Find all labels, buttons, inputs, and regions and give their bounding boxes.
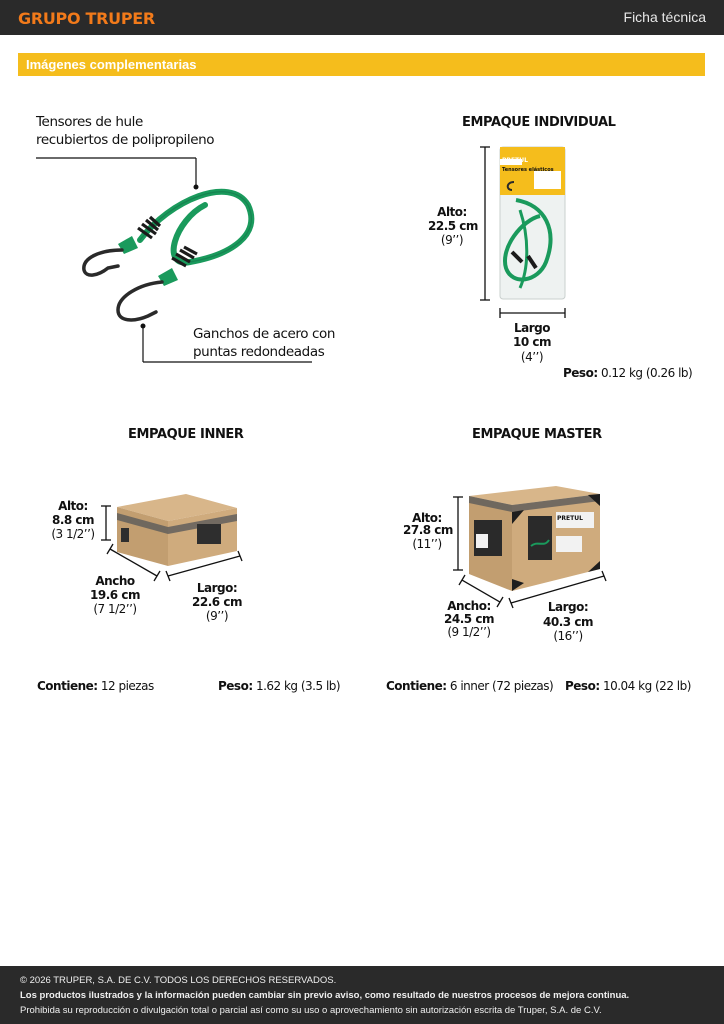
footer-prohibition: Prohibida su reproducción o divulgación total o parcial así como su uso o aprovechamiento sin autorización escrita de Truper, S.A. de C.V. xyxy=(20,1005,602,1016)
inner-contains-label: Contiene: xyxy=(37,679,98,693)
inner-length-value: 22.6 cm xyxy=(192,595,242,609)
master-contains-value: 6 inner (72 piezas) xyxy=(449,679,554,693)
individual-pack-brand: PRETUL xyxy=(502,157,528,164)
master-weight-label: Peso: xyxy=(565,679,600,693)
master-height-imperial: (11’’) xyxy=(412,537,442,551)
master-weight-value: 10.04 kg (22 lb) xyxy=(602,679,691,693)
master-contains xyxy=(386,679,553,693)
legal-footer xyxy=(0,966,724,1024)
inner-height-value: 8.8 cm xyxy=(51,513,95,527)
sheet-type-label: Ficha técnica xyxy=(623,9,706,25)
individual-pack-text: Tensores elásticos xyxy=(502,167,554,173)
inner-pack-title: EMPAQUE INNER xyxy=(128,427,244,442)
master-weight xyxy=(565,679,691,693)
master-length-value: 40.3 cm xyxy=(543,615,593,629)
individual-pack-title: EMPAQUE INDIVIDUAL xyxy=(462,115,616,130)
individual-length-imperial: (4’’) xyxy=(520,350,544,364)
individual-length-label: Largo xyxy=(514,321,550,335)
master-width-value: 24.5 cm xyxy=(444,612,494,626)
master-contains-label: Contiene: xyxy=(386,679,447,693)
section-title: Imágenes complementarias xyxy=(26,57,197,72)
inner-length-imperial: (9’’) xyxy=(205,609,229,623)
master-pack-title: EMPAQUE MASTER xyxy=(472,427,602,442)
callout-cord-material: Tensores de hule recubiertos de polipropileno xyxy=(36,114,215,148)
master-length-label: Largo: xyxy=(547,600,589,614)
inner-height-label: Alto: xyxy=(58,499,88,513)
individual-height-label: Alto: xyxy=(437,205,467,219)
individual-weight-value: 0.12 kg (0.26 lb) xyxy=(600,366,693,380)
brand-logo: GRUPO TRUPER xyxy=(18,9,155,28)
inner-weight-value: 1.62 kg (3.5 lb) xyxy=(255,679,341,693)
inner-length-label: Largo: xyxy=(196,581,238,595)
master-width-label: Ancho: xyxy=(447,599,491,613)
inner-width-value: 19.6 cm xyxy=(90,588,140,602)
inner-height-imperial: (3 1/2’’) xyxy=(51,527,95,541)
footer-copyright: © 2026 TRUPER, S.A. DE C.V. TODOS LOS DERECHOS RESERVADOS. xyxy=(20,975,337,986)
master-width-imperial: (9 1/2’’) xyxy=(447,625,491,639)
individual-height-value: 22.5 cm xyxy=(428,219,478,233)
individual-length-value: 10 cm xyxy=(513,335,551,349)
master-length-imperial: (16’’) xyxy=(553,629,583,643)
inner-weight-label: Peso: xyxy=(218,679,253,693)
callout-hook-material: Ganchos de acero con puntas redondeadas xyxy=(193,326,336,360)
inner-width-label: Ancho xyxy=(95,574,135,588)
individual-height-imperial: (9’’) xyxy=(440,233,464,247)
master-height-value: 27.8 cm xyxy=(403,523,453,537)
master-height-label: Alto: xyxy=(412,511,442,525)
master-box-brand: PRETUL xyxy=(557,515,583,522)
individual-weight-label: Peso: xyxy=(563,366,598,380)
footer-notice: Los productos ilustrados y la información pueden cambiar sin previo aviso, como resultado de nuestros procesos de mejora continua. xyxy=(20,990,630,1001)
inner-contains-value: 12 piezas xyxy=(100,679,154,693)
inner-width-imperial: (7 1/2’’) xyxy=(93,602,137,616)
